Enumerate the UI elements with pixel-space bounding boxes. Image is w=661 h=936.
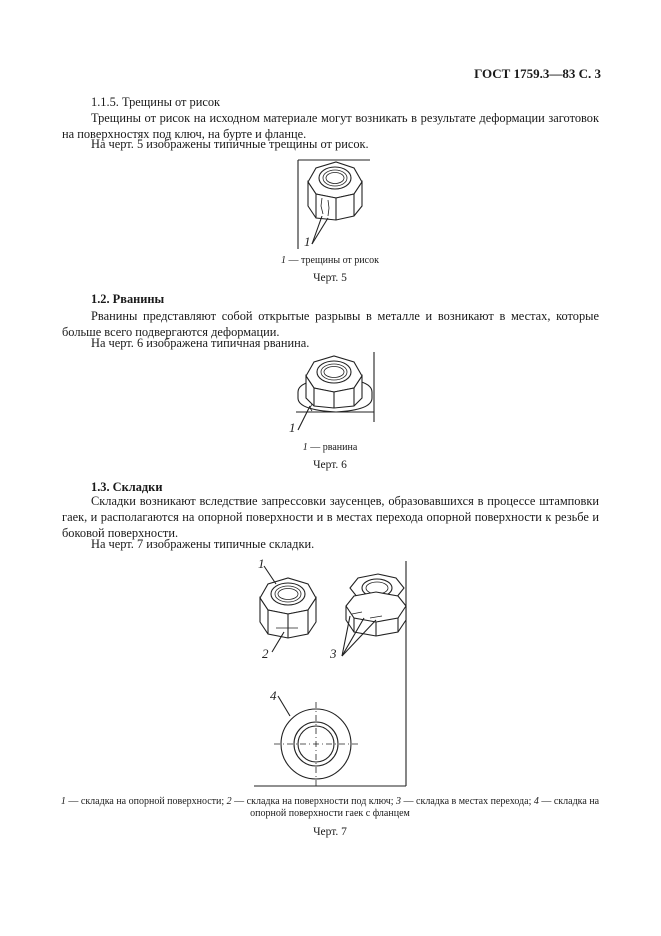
- figure-6-flange-nut-tear: [284, 350, 384, 440]
- figure-6-label-1: 1: [289, 420, 296, 435]
- figure-7-caption-n1: 1: [60, 796, 66, 807]
- figure-7-caption-t3: — складка в местах перехода;: [401, 796, 534, 807]
- figure-7-caption-n3: 3: [396, 796, 402, 807]
- figure-5-number: Черт. 5: [313, 272, 347, 284]
- figure-7-label-1: 1: [258, 556, 265, 571]
- figure-6-number: Черт. 6: [313, 459, 347, 471]
- figure-7-caption-t1: — складка на опорной поверхности;: [65, 796, 227, 807]
- section-1-2-title: 1.2. Рванины: [91, 292, 165, 306]
- figure-6-caption-text: — рванина: [307, 442, 358, 453]
- figure-7-number: Черт. 7: [313, 826, 347, 838]
- document-header: ГОСТ 1759.3—83 С. 3: [474, 66, 601, 81]
- section-1-3-title: 1.3. Складки: [91, 480, 163, 494]
- figure-7-label-3: 3: [330, 646, 337, 661]
- section-1-2-fig-ref: На черт. 6 изображена типичная рванина.: [91, 336, 310, 350]
- figure-7-caption-n2: 2: [226, 796, 232, 807]
- section-1-2-text: Рванины представляют собой открытые разрывы в металле и возникают в местах, которые больше всего подвергаются деформации.: [62, 309, 599, 339]
- figure-5-label-1: 1: [304, 234, 311, 249]
- section-1-1-5-title: 1.1.5. Трещины от рисок: [91, 95, 221, 109]
- figure-6-caption: [230, 442, 430, 453]
- figure-5-caption-text: — трещины от рисок: [286, 255, 379, 266]
- figure-7-caption-t2: — складка на поверхности под ключ;: [231, 796, 397, 807]
- section-1-1-5-fig-ref: На черт. 5 изображены типичные трещины от рисок.: [91, 137, 369, 151]
- figure-5-caption: [230, 255, 430, 266]
- figure-7-caption-n4: 4: [533, 796, 539, 807]
- section-1-1-5-text: Трещины от рисок на исходном материале могут возникать в результате деформации заготовок на поверхностях под ключ, на бурте и фланце.: [62, 111, 599, 141]
- figure-7-caption: [60, 796, 600, 820]
- figure-5-caption-num: 1: [281, 255, 287, 266]
- figure-7-label-4: 4: [270, 688, 277, 703]
- figure-7-label-2: 2: [262, 646, 269, 661]
- figure-6-caption-num: 1: [302, 442, 308, 453]
- section-1-3-text: Складки возникают вследствие запрессовки заусенцев, образовавшихся в процессе штамповки гаек, и располагаются на опорной поверхности и в местах перехода опорной поверхности к резьбе и боковой поверхности.: [62, 494, 599, 540]
- figure-7-caption-t4: — складка на опорной поверхности гаек с фланцем: [250, 796, 600, 819]
- section-1-3-fig-ref: На черт. 7 изображены типичные складки.: [91, 537, 315, 551]
- figure-7-folds: [246, 556, 416, 796]
- figure-5-nut-cracks: [288, 154, 378, 254]
